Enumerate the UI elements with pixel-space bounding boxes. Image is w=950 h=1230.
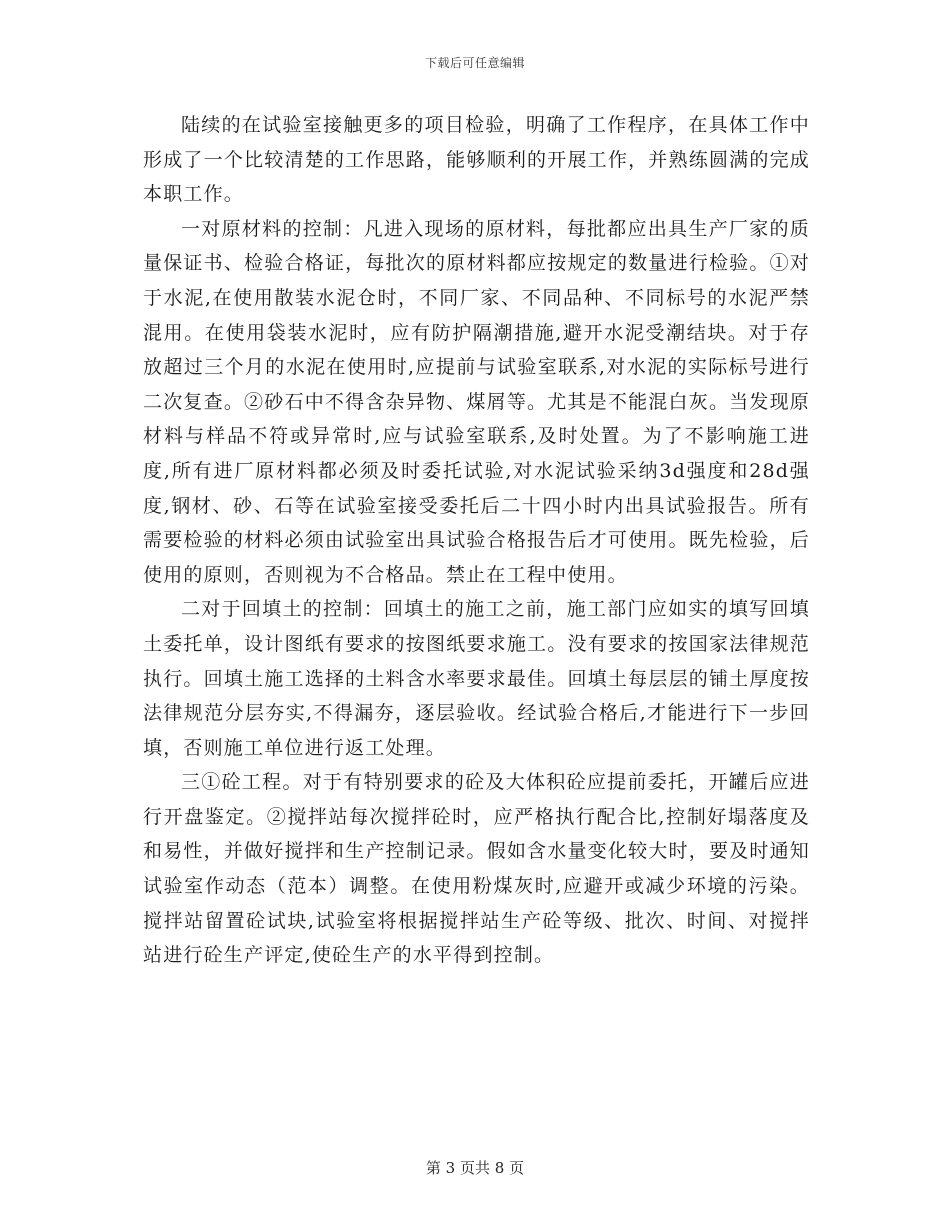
page-number: 第 3 页共 8 页 <box>425 1159 525 1177</box>
paragraph-raw-materials: 一对原材料的控制：凡进入现场的原材料，每批都应出具生产厂家的质量保证书、检验合格证，每批次的原材料都应按规定的数量进行检验。①对于水泥,在使用散装水泥仓时，不同厂家、不同品种、不同标号的水泥严禁混用。在使用袋装水泥时，应有防护隔潮措施,避开水泥受潮结块。对于存放超过三个月的水泥在使用时,应提前与试验室联系,对水泥的实际标号进行二次复查。②砂石中不得含杂异物、煤屑等。尤其是不能混白灰。当发现原材料与样品不符或异常时,应与试验室联系,及时处置。为了不影响施工进度,所有进厂原材料都必须及时委托试验,对水泥试验采纳3d强度和28d强度,钢材、砂、石等在试验室接受委托后二十四小时内出具试验报告。所有需要检验的材料必须由试验室出具试验合格报告后才可使用。既先检验，后使用的原则，否则视为不合格品。禁止在工程中使用。 <box>143 217 810 586</box>
paragraph-backfill: 二对于回填土的控制：回填土的施工之前，施工部门应如实的填写回填土委托单，设计图纸有要求的按图纸要求施工。没有要求的按国家法律规范执行。回填土施工选择的土料含水率要求最佳。回填土每层层的铺土厚度按法律规范分层夯实,不得漏夯，逐层验收。经试验合格后,才能进行下一步回填，否则施工单位进行返工处理。 <box>143 598 810 759</box>
page-header-note: 下载后可任意编辑 <box>424 56 525 70</box>
paragraph-concrete: 三①砼工程。对于有特别要求的砼及大体积砼应提前委托，开罐后应进行开盘鉴定。②搅拌站每次搅拌砼时，应严格执行配合比,控制好塌落度及和易性，并做好搅拌和生产控制记录。假如含水量变化较大时，要及时通知试验室作动态（范本）调整。在使用粉煤灰时,应避开或减少环境的污染。搅拌站留置砼试块,试验室将根据搅拌站生产砼等级、批次、时间、对搅拌站进行砼生产评定,使砼生产的水平得到控制。 <box>143 771 810 967</box>
document-body <box>143 108 810 973</box>
paragraph-intro: 陆续的在试验室接触更多的项目检验，明确了工作程序，在具体工作中形成了一个比较清楚的工作思路，能够顺利的开展工作，并熟练圆满的完成本职工作。 <box>143 114 810 206</box>
